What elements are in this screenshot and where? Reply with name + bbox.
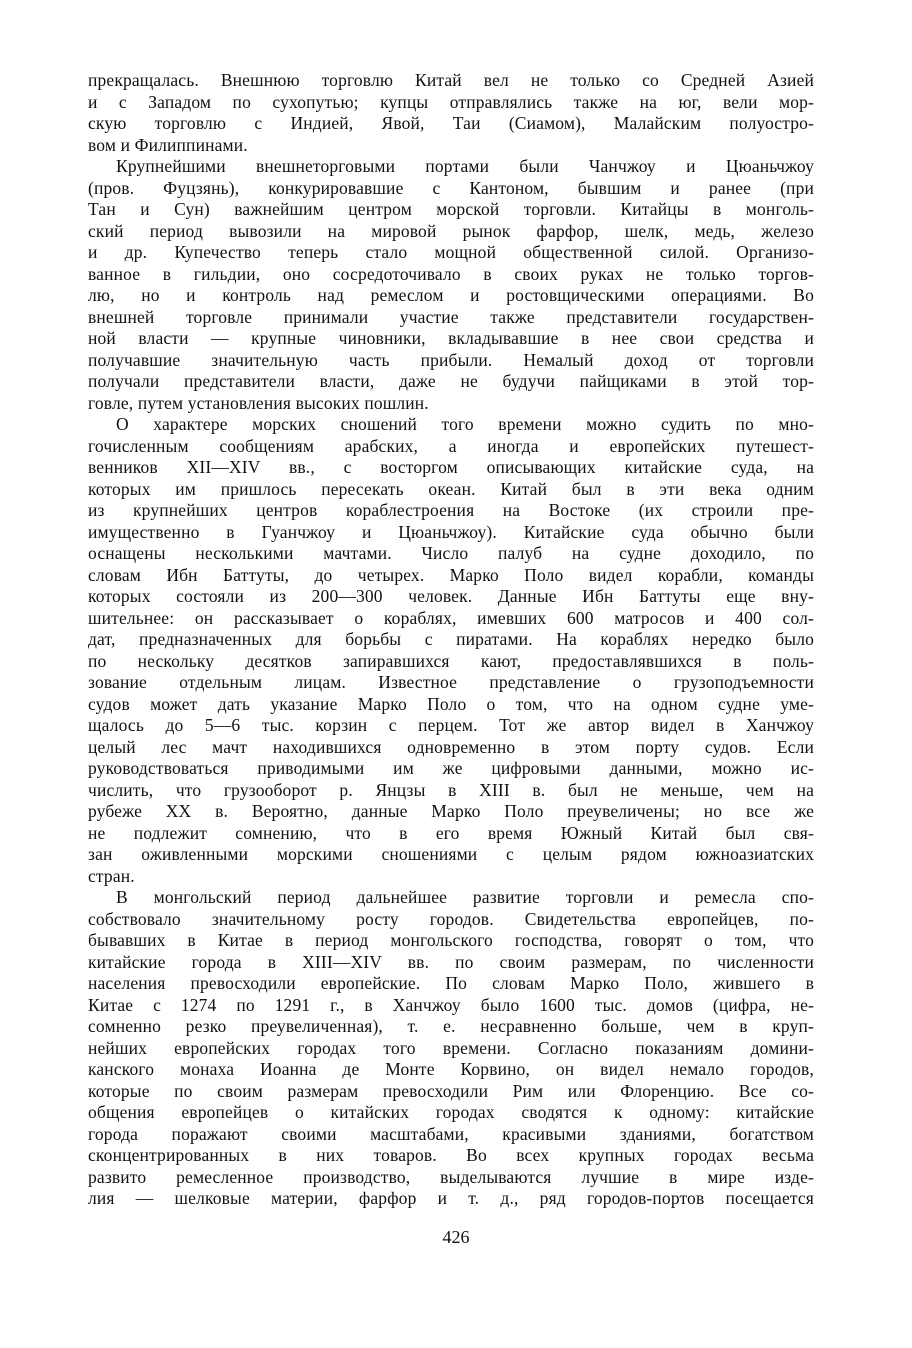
text-line: населения превосходили европейские. По словам Марко Поло, жившего в bbox=[88, 973, 814, 993]
text-line: ский период вывозили на мировой рынок фарфор, шелк, медь, железо bbox=[88, 220, 814, 241]
text-line: лю, но и контроль над ремеслом и ростовщическими операциями. Во bbox=[88, 285, 814, 305]
text-line: которые по своим размерам превосходили Рим или Флоренцию. Все со- bbox=[88, 1080, 814, 1101]
text-body bbox=[88, 70, 814, 1210]
text-line: оснащены несколькими мачтами. Число палуб на судне доходило, по bbox=[88, 543, 814, 563]
text-line: числить, что грузооборот р. Янцзы в XIII в. был не меньше, чем на bbox=[88, 779, 814, 800]
text-line: сконцентрированных в них товаров. Во всех крупных городах весьма bbox=[88, 1145, 814, 1165]
text-line: и с Западом по сухопутью; купцы отправлялись также на юг, вели мор- bbox=[88, 91, 814, 112]
text-line: рубеже XX в. Вероятно, данные Марко Поло преувеличены; но все же bbox=[88, 801, 814, 821]
text-line: развито ремесленное производство, выделываются лучшие в мире изде- bbox=[88, 1166, 814, 1187]
text-line: Тан и Сун) важнейшим центром морской торговли. Китайцы в монголь- bbox=[88, 199, 814, 219]
text-line: из крупнейших центров кораблестроения на Востоке (их строили пре- bbox=[88, 500, 814, 520]
text-line: бывавших в Китае в период монгольского господства, говорят о том, что bbox=[88, 930, 814, 950]
text-line: стран. bbox=[88, 865, 135, 886]
text-line: нейших европейских городах того времени. Согласно показаниям домини- bbox=[88, 1037, 814, 1058]
text-line: и др. Купечество теперь стало мощной общественной силой. Организо- bbox=[88, 242, 814, 262]
text-line: дат, предназначенных для борьбы с пиратами. На кораблях нередко было bbox=[88, 629, 814, 649]
paragraph bbox=[88, 156, 814, 414]
text-line: прекращалась. Внешнюю торговлю Китай вел не только со Средней Азией bbox=[88, 70, 814, 90]
text-line: вом и Филиппинами. bbox=[88, 134, 248, 155]
text-line: которых им пришлось пересекать океан. Китай был в эти века одним bbox=[88, 478, 814, 499]
text-line: венников XII—XIV вв., с восторгом описывающих китайские суда, на bbox=[88, 457, 814, 477]
text-line: получавшие значительную часть прибыли. Немалый доход от торговли bbox=[88, 349, 814, 370]
paragraph bbox=[88, 887, 814, 1210]
text-line: получали представители власти, даже не будучи пайщиками в этой тор- bbox=[88, 371, 814, 391]
text-line: внешней торговле принимали участие также представители государствен- bbox=[88, 306, 814, 327]
page-number: 426 bbox=[442, 1227, 470, 1247]
text-line: руководствоваться приводимыми им же цифровыми данными, можно ис- bbox=[88, 758, 814, 778]
text-line: общения европейцев о китайских городах сводятся к одному: китайские bbox=[88, 1102, 814, 1122]
paragraph bbox=[88, 70, 814, 156]
text-line: целый лес мачт находившихся одновременно в этом порту судов. Если bbox=[88, 736, 814, 757]
text-line: О характере морских сношений того времени можно судить по мно- bbox=[116, 414, 814, 434]
text-line: ной власти — крупные чиновники, вкладывавшие в нее свои средства и bbox=[88, 328, 814, 348]
text-line: скую торговлю с Индией, Явой, Таи (Сиамом), Малайским полуостро- bbox=[88, 113, 814, 133]
text-line: собствовало значительному росту городов. Свидетельства европейцев, по- bbox=[88, 908, 814, 929]
text-line: города поражают своими масштабами, красивыми зданиями, богатством bbox=[88, 1123, 814, 1144]
text-line: ванное в гильдии, оно сосредоточивало в своих руках не только торгов- bbox=[88, 263, 814, 284]
text-line: имущественно в Гуанчжоу и Цюаньчжоу). Китайские суда обычно были bbox=[88, 521, 814, 542]
text-line: зан оживленными морскими сношениями с целым рядом южноазиатских bbox=[88, 844, 814, 864]
text-line: Китае с 1274 по 1291 г., в Ханчжоу было 1600 тыс. домов (цифра, не- bbox=[88, 994, 814, 1015]
paragraph bbox=[88, 414, 814, 887]
text-line: В монгольский период дальнейшее развитие торговли и ремесла спо- bbox=[116, 887, 814, 907]
text-line: по нескольку десятков запиравшихся кают, предоставлявшихся в поль- bbox=[88, 650, 814, 671]
text-line: Крупнейшими внешнеторговыми портами были Чанчжоу и Цюаньчжоу bbox=[116, 156, 814, 176]
text-line: китайские города в XIII—XIV вв. по своим размерам, по численности bbox=[88, 951, 814, 972]
text-line: гочисленным сообщениям арабских, а иногда и европейских путешест- bbox=[88, 435, 814, 456]
text-line: лия — шелковые материи, фарфор и т. д., ряд городов-портов посещается bbox=[88, 1188, 814, 1208]
text-line: канского монаха Иоанна де Монте Корвино, он видел немало городов, bbox=[88, 1059, 814, 1079]
text-line: щалось до 5—6 тыс. корзин с перцем. Тот же автор видел в Ханчжоу bbox=[88, 715, 814, 735]
text-line: которых состояли из 200—300 человек. Данные Ибн Баттуты еще вну- bbox=[88, 586, 814, 606]
text-line: не подлежит сомнению, что в его время Южный Китай был свя- bbox=[88, 822, 814, 843]
text-line: зование отдельным лицам. Известное представление о грузоподъемности bbox=[88, 672, 814, 692]
text-line: судов может дать указание Марко Поло о том, что на одном судне уме- bbox=[88, 693, 814, 714]
text-line: словам Ибн Баттуты, до четырех. Марко Поло видел корабли, команды bbox=[88, 564, 814, 585]
text-line: сомненно резко преувеличенная), т. е. несравненно больше, чем в круп- bbox=[88, 1016, 814, 1036]
text-line: говле, путем установления высоких пошлин. bbox=[88, 392, 429, 413]
text-line: (пров. Фуцзянь), конкурировавшие с Кантоном, бывшим и ранее (при bbox=[88, 177, 814, 198]
text-line: шительнее: он рассказывает о кораблях, имевших 600 матросов и 400 сол- bbox=[88, 607, 814, 628]
